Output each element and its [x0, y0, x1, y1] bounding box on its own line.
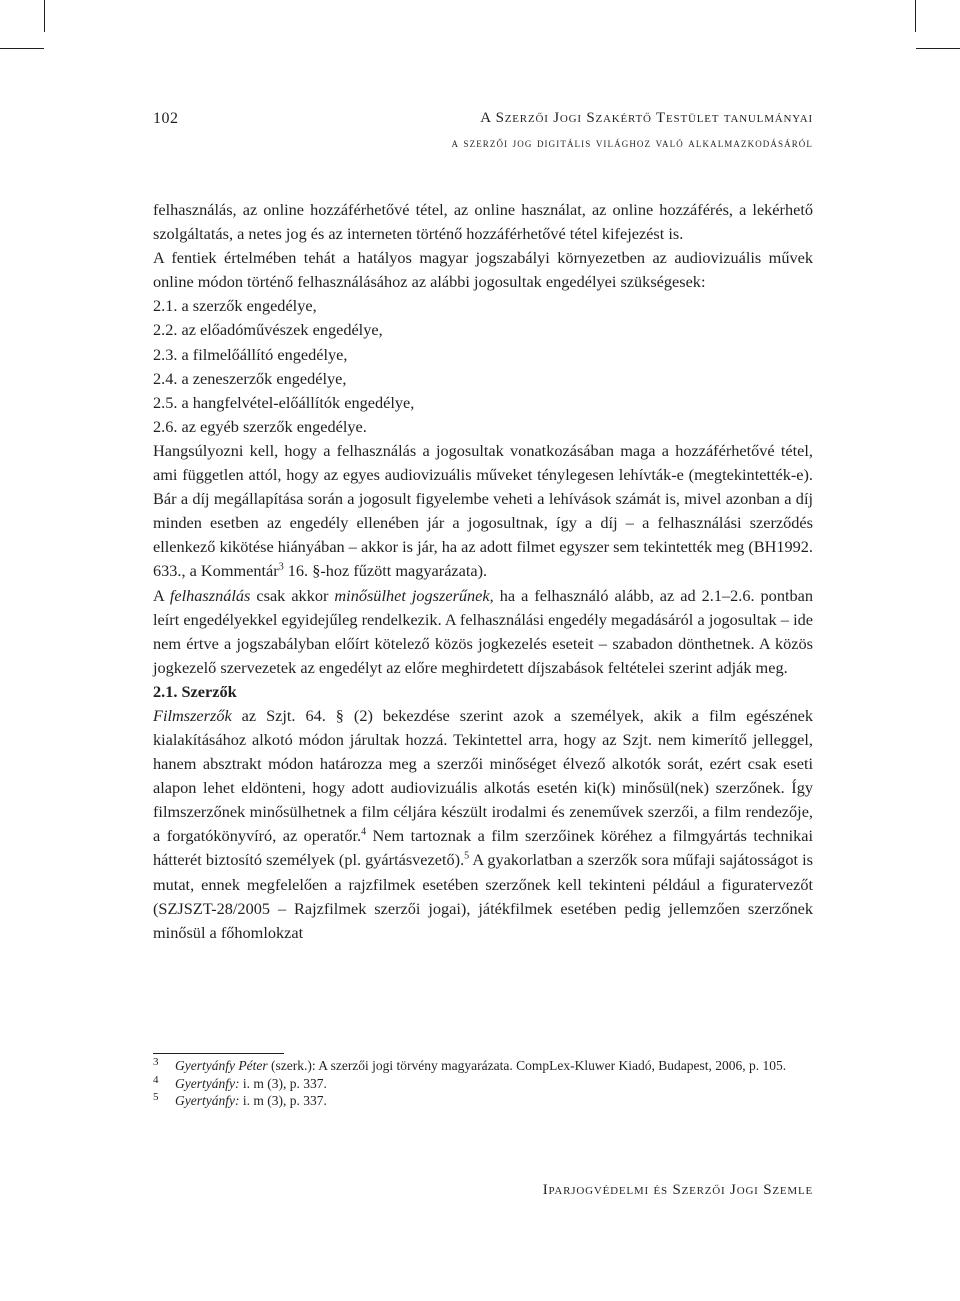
footnote-separator: [153, 1053, 284, 1054]
footnote-text: i. m (3), p. 337.: [239, 1075, 327, 1091]
emphasis-filmszerzok: Filmszerzők: [153, 705, 232, 725]
footnote-author: Gyertyánfy:: [175, 1093, 240, 1108]
footnote-text: (szerk.): A szerzői jogi törvény magyarázata. CompLex-Kluwer Kiadó, Budapest, 2006, p. 105.: [267, 1058, 787, 1073]
paragraph-1: felhasználás, az online hozzáférhetővé tétel, az online használat, az online hozzáférés, a lekérhető szolgáltatás, a netes jog és az interneten történő hozzáférhetővé tétel kifejezést is.: [153, 200, 813, 244]
paragraph-2: A fentiek értelmében tehát a hatályos magyar jogszabályi környezetben az audiovizuális művek online módon történő felhasználásához az alábbi jogosultak engedélyei szükségesek:: [153, 248, 813, 292]
footnote-4: [153, 1075, 813, 1093]
paragraph-5-text: az Szjt. 64. § (2) bekezdése szerint azok a személyek, akik a film egészének kialakításához alkotó módon járultak hozzá. Tekintettel arra, hogy az Szjt. nem kimerítő jelleggel, hanem absztrakt módon határozza meg a szerzői minőséget élvező alkotók sorát, ezért csak eseti alapon lehet eldönteni, hogy adott audiovizuális alkotás esetén ki(k) minősül(nek) szerzőnek. Így filmszerzőnek minősülhetnek a film céljára készült irodalmi és zeneművek szerzői, a film rendezője, a forgatókönyvíró, az operatőr.: [153, 705, 813, 846]
footnote-text: i. m (3), p. 337.: [239, 1093, 327, 1108]
running-header-title: A Szerzői Jogi Szakértő Testület tanulmányai: [480, 110, 813, 126]
list-item: 2.5. a hangfelvétel-előállítók engedélye,: [153, 392, 415, 412]
footnote-number: 3: [153, 1056, 159, 1068]
footnote-5: [153, 1092, 813, 1110]
footnote-number: 4: [153, 1073, 159, 1086]
footnote-3: [153, 1057, 813, 1075]
list-item: 2.6. az egyéb szerzők engedélye.: [153, 416, 367, 436]
paragraph-4-text: ha a felhasználó alább, az ad 2.1–2.6. pontban leírt engedélyekkel egyidejűleg rendelkezik. A felhasználási engedély megadásáról a jogosultak – ide nem értve a jogszabályban előírt kötelező közös jogkezelés eseteit – szabadon dönthetnek. A közös jogkezelő szervezetek az engedélyt az előre meghirdetett díjszabások feltételei szerint adják meg.: [153, 585, 813, 677]
emphasis-felhasznalas: felhasználás: [169, 585, 251, 605]
crop-mark-top-right-vertical: [915, 0, 916, 32]
footnote-ref-4[interactable]: 4: [361, 826, 367, 838]
list-item: 2.3. a filmelőállító engedélye,: [153, 344, 348, 364]
paragraph-5-text: Nem tartoznak a film szerzőinek köréhez a filmgyártás technikai hátterét biztosító személyek (pl. gyártásvezető).: [153, 826, 814, 870]
footnote-number: 5: [153, 1091, 159, 1103]
section-heading: 2.1. Szerzők: [153, 681, 237, 701]
paragraph-5: [153, 704, 813, 945]
main-text: [153, 198, 813, 945]
list-item: 2.2. az előadóművészek engedélye,: [153, 320, 383, 340]
emphasis-jogszerunek: minősülhet jogszerűnek,: [334, 585, 494, 605]
footnote-author: Gyertyánfy:: [175, 1075, 240, 1091]
paragraph-5-text: A gyakorlatban a szerzők sora műfaji sajátosságot is mutat, ennek megfelelően a rajzfilmek esetében szerzőnek kell tekinteni például a figuratervezőt (SZJSZT-28/2005 – Rajzfilmek szerzői jogai), játékfilmek esetében pedig jellemzően szerzőnek minősül a főhomlokzat: [153, 850, 814, 942]
permission-list: [153, 294, 813, 439]
crop-mark-top-left-vertical: [44, 0, 45, 32]
crop-mark-top-left-horizontal: [0, 48, 44, 49]
footnote-ref-3[interactable]: 3: [278, 561, 284, 573]
footnotes: [153, 1053, 813, 1110]
footnote-ref-5[interactable]: 5: [464, 851, 470, 863]
paragraph-3: [153, 439, 813, 584]
paragraph-3-text-end: 16. §-hoz fűzött magyarázata).: [283, 561, 488, 581]
paragraph-4: [153, 584, 813, 680]
paragraph-4-text: csak akkor: [250, 585, 335, 605]
footnote-author: Gyertyánfy Péter: [175, 1058, 268, 1073]
running-header-subtitle: a szerzői jog digitális világhoz való alkalmazkodásáról: [451, 135, 813, 150]
paragraph-3-text: Hangsúlyozni kell, hogy a felhasználás a jogosultak vonatkozásában maga a hozzáférhetővé tétel, ami független attól, hogy az egyes audiovizuális műveket ténylegesen lehívták-e (megtekintették-e). Bár a díj megállapítása során a jogosult figyelembe veheti a lehívások számát is, mivel azonban a díj minden esetben az engedély ellenében jár a jogosultnak, így a díj – a felhasználási szerződés ellenkező kikötése hiányában – akkor is jár, ha az adott filmet egyszer sem tekintették meg (BH1992. 633., a Kommentár: [153, 440, 813, 581]
running-footer: Iparjogvédelmi és Szerzői Jogi Szemle: [542, 1182, 813, 1198]
crop-mark-top-right-horizontal: [916, 48, 960, 49]
page-number: 102: [153, 110, 179, 127]
list-item: 2.1. a szerzők engedélye,: [153, 296, 317, 316]
paragraph-4-text: A: [153, 585, 170, 605]
list-item: 2.4. a zeneszerzők engedélye,: [153, 368, 347, 388]
